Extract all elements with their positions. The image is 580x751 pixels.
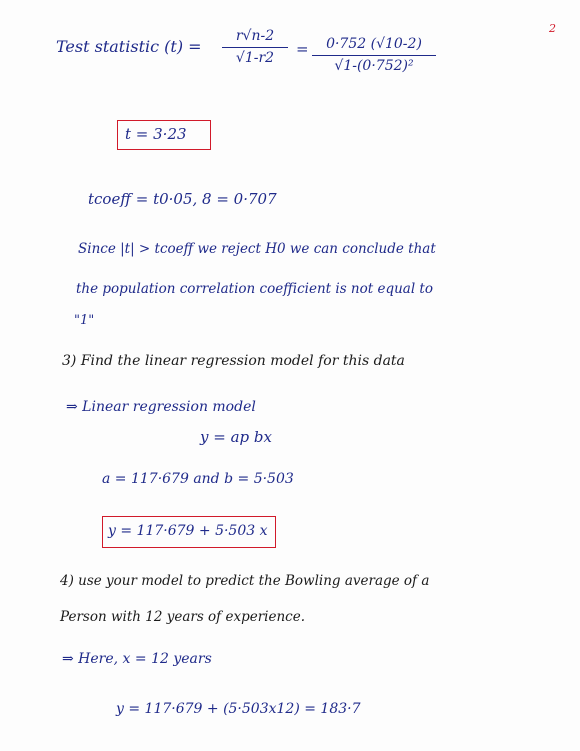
question-3: 3) Find the linear regression model for this data [62,353,405,369]
t-result: t = 3·23 [125,125,187,143]
question-4-line-2: Person with 12 years of experience. [60,609,305,625]
regression-equation: y = 117·679 + 5·503 x [108,523,268,539]
formula-denominator: √1-r2 [235,50,275,66]
conclusion-line-2: the population correlation coefficient is not equal to [76,281,433,297]
answer-4-line-1: ⇒ Here, x = 12 years [62,651,212,667]
answer-3-line-3: a = 117·679 and b = 5·503 [102,471,294,487]
fraction-bar [222,47,288,48]
answer-3-line-2: y = ap bx [200,428,272,446]
test-statistic-label: Test statistic (t) = [56,37,202,56]
formula-fraction [222,28,288,67]
answer-4-line-2: y = 117·679 + (5·503x12) = 183·7 [116,701,361,717]
equals-sign: = [296,40,309,58]
page-number: 2 [549,22,556,35]
answer-3-line-1: ⇒ Linear regression model [66,399,256,415]
conclusion-line-1: Since |t| > tcoeff we reject H0 we can conclude that [78,241,436,257]
value-numerator: 0·752 (√10-2) [326,36,422,52]
value-denominator: √1-(0·752)² [334,58,414,74]
value-fraction [312,36,436,75]
fraction-bar [312,55,436,56]
tcoeff-line: tcoeff = t0·05, 8 = 0·707 [88,190,277,208]
question-4-line-1: 4) use your model to predict the Bowling average of a [60,573,430,589]
conclusion-line-3: "1" [74,313,95,328]
formula-numerator: r√n-2 [235,28,275,44]
